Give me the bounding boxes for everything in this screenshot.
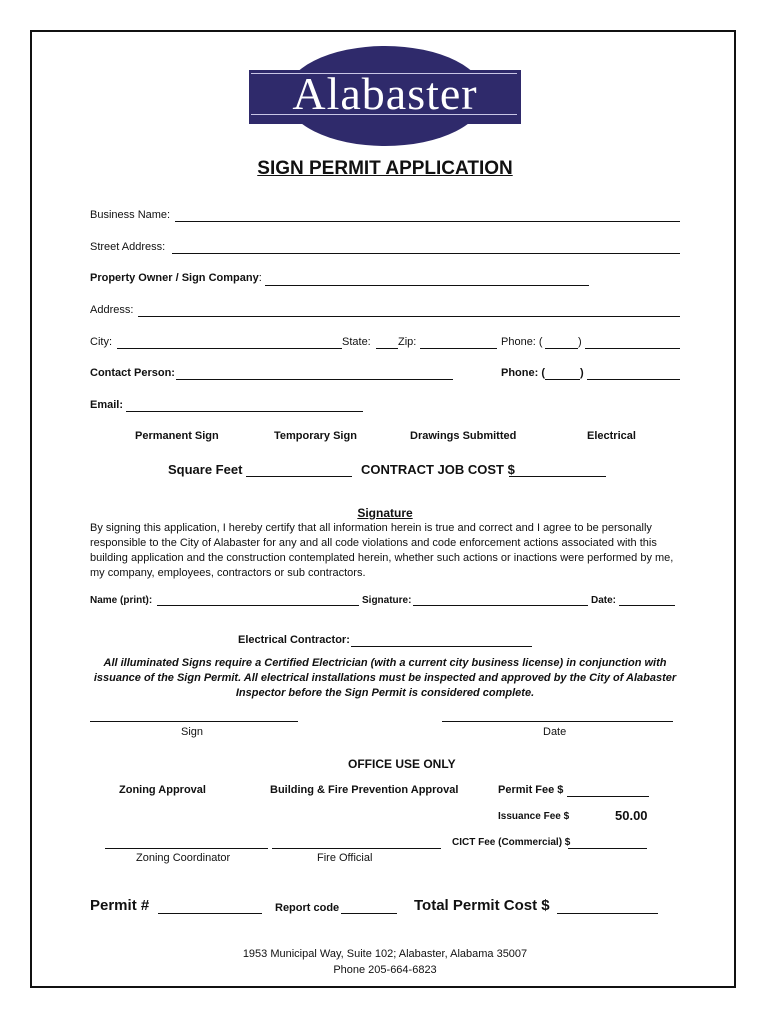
state-label: State: — [342, 336, 371, 348]
sign-caption: Sign — [181, 726, 204, 738]
street-address-label: Street Address: — [90, 241, 166, 253]
property-owner-line[interactable] — [265, 285, 589, 286]
phone-1-line[interactable] — [585, 348, 680, 349]
fire-official-line[interactable] — [272, 848, 441, 849]
report-code-label: Report code — [275, 902, 340, 914]
signature-paragraph: By signing this application, I hereby certify that all information herein is true and correct and I agree to be personally responsible to the City of Alabaster for any and all code violations and code enforcement actions associated with this building application and the construction contemplated herein, whether such actions or inactions were performed by me, my company, employees, contractors or sub contractors. — [90, 522, 674, 579]
square-feet-line[interactable] — [246, 476, 352, 477]
square-feet-label: Square Feet — [168, 462, 243, 477]
city-line[interactable] — [117, 348, 342, 349]
city-label: City: — [90, 336, 112, 348]
logo-text: Alabaster — [292, 68, 478, 119]
building-fire-approval-label: Building & Fire Prevention Approval — [270, 784, 459, 796]
permit-fee-label: Permit Fee $ — [498, 784, 564, 796]
footer-phone: Phone 205-664-6823 — [333, 964, 437, 976]
zoning-approval-label: Zoning Approval — [119, 784, 206, 796]
permanent-sign-option[interactable]: Permanent Sign — [135, 430, 219, 442]
date-line[interactable] — [619, 605, 675, 606]
permit-number-label: Permit # — [90, 897, 150, 914]
sign-line[interactable] — [90, 721, 298, 722]
contact-person-label: Contact Person: — [90, 367, 175, 379]
report-code-line[interactable] — [341, 913, 397, 914]
phone-2-close: ) — [580, 367, 584, 379]
office-use-heading: OFFICE USE ONLY — [348, 757, 456, 771]
email-line[interactable] — [126, 411, 363, 412]
cict-fee-line[interactable] — [568, 848, 647, 849]
temporary-sign-option[interactable]: Temporary Sign — [274, 430, 357, 442]
alabaster-logo — [249, 46, 521, 146]
email-label: Email: — [90, 399, 124, 411]
signature-label: Signature: — [362, 595, 412, 606]
phone-2-area-line[interactable] — [545, 379, 580, 380]
address-label: Address: — [90, 304, 134, 316]
date-sign-line[interactable] — [442, 721, 673, 722]
name-print-label: Name (print): — [90, 595, 153, 606]
phone-1-area-line[interactable] — [545, 348, 578, 349]
page-title: SIGN PERMIT APPLICATION — [257, 158, 513, 179]
permit-number-line[interactable] — [158, 913, 262, 914]
phone-2-line[interactable] — [587, 379, 680, 380]
phone-1-label: Phone: ( — [501, 336, 543, 348]
fire-official-caption: Fire Official — [317, 852, 373, 864]
electrical-option[interactable]: Electrical — [587, 430, 636, 442]
footer-address: 1953 Municipal Way, Suite 102; Alabaster, Alabama 35007 — [242, 948, 528, 960]
permit-fee-line[interactable] — [567, 796, 649, 797]
contract-job-cost-label: CONTRACT JOB COST $ — [361, 462, 515, 477]
issuance-fee-value: 50.00 — [615, 808, 648, 823]
phone-1-close: ) — [578, 336, 582, 348]
zip-line[interactable] — [420, 348, 497, 349]
contact-person-line[interactable] — [176, 379, 453, 380]
address-line[interactable] — [138, 316, 680, 317]
zoning-coordinator-caption: Zoning Coordinator — [136, 852, 231, 864]
phone-2-label: Phone: ( — [501, 367, 545, 379]
total-permit-cost-label: Total Permit Cost $ — [414, 897, 550, 914]
issuance-fee-label: Issuance Fee $ — [498, 811, 570, 822]
business-name-line[interactable] — [175, 221, 680, 222]
signature-heading: Signature — [357, 506, 413, 520]
electrical-notice: All illuminated Signs require a Certified Electrician (with a current city business license) in conjunction with issuance of the Sign Permit. All electrical installations must be inspected and approved by the City of Alabaster Inspector before the Sign Permit is considered complete. — [93, 657, 677, 699]
name-print-line[interactable] — [157, 605, 359, 606]
property-owner-label: Property Owner / Sign Company — [90, 272, 259, 284]
electrical-contractor-label: Electrical Contractor: — [238, 634, 350, 646]
drawings-submitted-option[interactable]: Drawings Submitted — [410, 430, 517, 442]
business-name-label: Business Name: — [90, 209, 171, 221]
cict-fee-label: CICT Fee (Commercial) $ — [452, 837, 571, 848]
total-permit-cost-line[interactable] — [557, 913, 658, 914]
contract-job-cost-line[interactable] — [509, 476, 606, 477]
date-label: Date: — [591, 595, 617, 606]
zip-label: Zip: — [398, 336, 417, 348]
street-address-line[interactable] — [172, 253, 680, 254]
electrical-contractor-line[interactable] — [351, 646, 532, 647]
property-owner-colon: : — [258, 272, 262, 284]
state-line[interactable] — [376, 348, 398, 349]
signature-line[interactable] — [413, 605, 588, 606]
date-caption: Date — [543, 726, 567, 738]
zoning-coordinator-line[interactable] — [105, 848, 268, 849]
